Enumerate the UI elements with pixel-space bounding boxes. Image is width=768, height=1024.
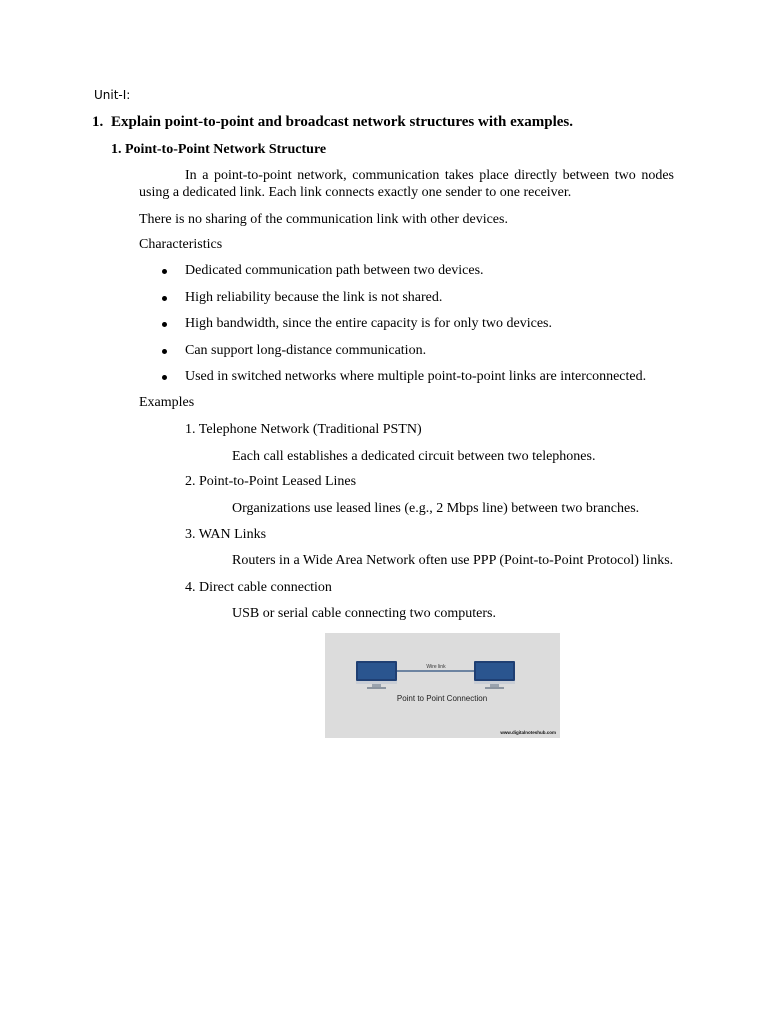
intro-paragraph: In a point-to-point network, communication takes place directly between two nodes using a dedicated link. Each link connects exactly one sender to one receiver. — [139, 168, 674, 200]
examples-label: Examples — [139, 395, 195, 410]
bullet-icon — [162, 269, 167, 274]
monitor-icon — [356, 661, 397, 689]
example-title: 4. Direct cable connection — [185, 580, 332, 595]
example-description: USB or serial cable connecting two computers. — [232, 606, 496, 621]
section-heading: 1. Point-to-Point Network Structure — [111, 142, 327, 157]
example-description: Organizations use leased lines (e.g., 2 Mbps line) between two branches. — [232, 501, 640, 516]
characteristics-label: Characteristics — [139, 237, 223, 252]
unit-label: Unit-I: — [94, 88, 131, 102]
monitor-icon — [474, 661, 515, 689]
example-description: Routers in a Wide Area Network often use PPP (Point-to-Point Protocol) links. — [232, 553, 674, 568]
question-number: 1. — [92, 114, 104, 130]
point-to-point-diagram — [325, 633, 560, 738]
list-item: Can support long-distance communication. — [160, 343, 646, 370]
wire-link-label: Wire link — [426, 664, 446, 670]
bullet-icon — [162, 296, 167, 301]
list-item: High reliability because the link is not shared. — [160, 290, 646, 317]
example-title: 1. Telephone Network (Traditional PSTN) — [185, 422, 422, 437]
example-description: Each call establishes a dedicated circuit between two telephones. — [232, 449, 596, 464]
characteristics-list — [160, 263, 646, 396]
example-title: 3. WAN Links — [185, 527, 267, 542]
example-title: 2. Point-to-Point Leased Lines — [185, 474, 357, 489]
bullet-icon — [162, 375, 167, 380]
bullet-icon — [162, 322, 167, 327]
sharing-note: There is no sharing of the communication link with other devices. — [139, 212, 508, 227]
diagram-caption: Point to Point Connection — [396, 694, 488, 703]
bullet-icon — [162, 349, 167, 354]
list-item: Dedicated communication path between two devices. — [160, 263, 646, 290]
question-heading — [92, 114, 573, 131]
diagram-watermark: www.digitalnoteshub.com — [500, 730, 556, 735]
question-text: Explain point-to-point and broadcast network structures with examples. — [111, 114, 573, 130]
list-item: Used in switched networks where multiple point-to-point links are interconnected. — [160, 369, 646, 396]
list-item: High bandwidth, since the entire capacity is for only two devices. — [160, 316, 646, 343]
